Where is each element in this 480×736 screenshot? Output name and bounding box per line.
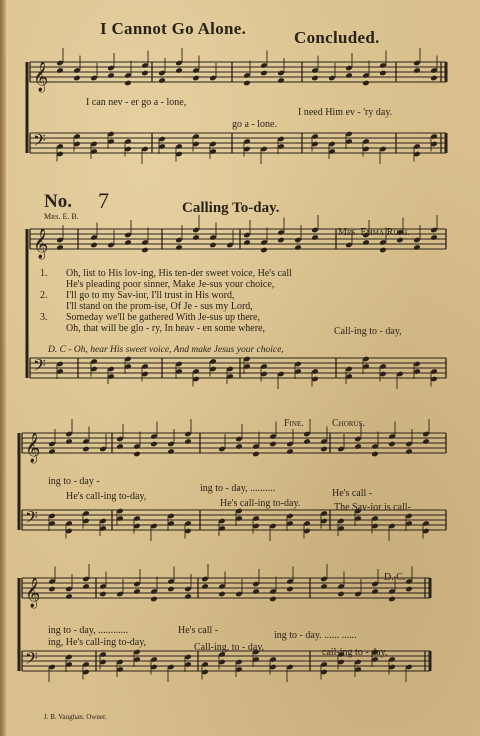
verse-3-line-b: Oh, that will be glo - ry, In heav - en some where, [66,323,266,334]
note-head [158,77,166,84]
dc-line: D. C - Oh, hear His sweet voice, And make Jesus your choice, [48,345,284,355]
verse-3-num: 3. [40,312,48,323]
note-head [90,242,98,249]
verse-2-line-b: I'll stand on the prom-ise, Of Je - sus my Lord, [66,301,253,312]
chorus-mark: Chorus. [332,418,365,429]
note-head [252,588,260,595]
note-head [99,591,107,598]
bass-clef-icon: 𝄢 [25,507,38,531]
sys3-bass-a: He's call-ing to-day, [66,491,147,502]
top-lyric-1a: I can nev - er go a - lone, [86,97,187,108]
bass-clef-icon: 𝄢 [33,355,46,379]
note-head [133,451,141,458]
fine-mark: Fine. [284,418,304,429]
note-head [430,234,438,241]
bass-clef-icon: 𝄢 [33,130,46,154]
note-head [286,586,294,593]
note-head [243,80,251,87]
sys4-bass-c: cail-ing to - day, [322,647,388,658]
note-head [184,593,192,600]
sys4-bass-b: Call-ing, to - day, [194,642,265,653]
note-head [362,80,370,87]
note-head [124,239,132,246]
note-head [379,247,387,254]
note-head [362,239,370,246]
note-head [48,586,56,593]
note-head [150,596,158,603]
note-head [167,586,175,593]
sys4-treble-a: ing to - day, ............ [48,625,129,636]
verse-1-line-a: Oh, list to His lov-ing, His ten-der sweet voice, He's call [66,268,292,279]
note-head [124,80,132,87]
note-head [311,234,319,241]
note-head [56,67,64,74]
note-head [243,239,251,246]
note-head [337,591,345,598]
top-title: I Cannot Go Alone. [100,19,247,38]
note-head [269,441,277,448]
note-head [192,234,200,241]
verse-1-num: 1. [40,268,48,279]
hymn-number: 7 [98,188,109,213]
note-head [303,438,311,445]
top-concluded: Concluded. [294,28,380,47]
note-head [82,446,90,453]
note-head [175,244,183,251]
note-head [320,446,328,453]
verse-3-line-a: Someday we'll be gathered With Je-sus up there, [66,312,260,323]
verse-2-num: 2. [40,290,48,301]
top-lyric-2: go a - lone. [232,119,277,130]
note-head [116,443,124,450]
note-head [422,438,430,445]
note-head [73,75,81,82]
note-head [413,67,421,74]
treble-clef-icon: 𝄞 [33,229,49,259]
note-head [320,583,328,590]
note-head [48,448,56,455]
note-head [65,593,73,600]
verse-2-line-a: I'll go to my Sav-ior, I'll trust in His word, [66,290,235,301]
sys3-treble-b: ing to - day, .......... [200,483,276,494]
note-head [56,244,64,251]
sys4-treble-c: ing to - day. ...... ...... [274,630,357,641]
note-head [107,72,115,79]
sys4-bass-a: ing, He's call-ing to-day, [48,637,147,648]
note-head [252,451,260,458]
note-head [371,451,379,458]
note-head [371,588,379,595]
top-lyric-1b: I need Him ev - 'ry day. [298,107,393,118]
note-head [175,67,183,74]
note-head [430,75,438,82]
note-head [82,583,90,590]
note-head [150,441,158,448]
note-head [209,242,217,249]
note-head [277,237,285,244]
note-head [201,583,209,590]
note-head [141,247,149,254]
dc-mark: D. C. [384,572,406,583]
note-head [354,443,362,450]
hymn-number-label: No. [44,191,72,212]
note-head [167,448,175,455]
treble-clef-icon: 𝄞 [33,62,49,92]
note-head [311,75,319,82]
hymn-composer: Mrs. E. B. [44,212,79,221]
sys3-bass-c: The Sav-ior is call- [334,502,411,513]
note-head [286,448,294,455]
sys4-treble-b: He's call - [178,625,219,636]
note-head [141,70,149,77]
note-head [277,77,285,84]
note-head [260,70,268,77]
treble-clef-icon: 𝄞 [25,578,41,608]
hymn-title: Calling To-day. [182,200,280,216]
sys3-treble-a: ing to - day - [48,476,100,487]
note-head [65,438,73,445]
note-head [405,448,413,455]
note-head [388,441,396,448]
sys3-bass-b: He's call-ing to-day. [220,498,301,509]
note-head [184,438,192,445]
note-head [405,586,413,593]
note-head [218,591,226,598]
sys3-treble-c: He's call - [332,488,373,499]
note-head [269,596,277,603]
calling-today: Call-ing to - day, [334,326,402,337]
note-head [294,244,302,251]
owner-credit: J. B. Vaughan. Owner. [44,713,107,721]
note-head [345,72,353,79]
note-head [388,596,396,603]
note-head [192,75,200,82]
verse-1-line-b: He's pleading poor sinner, Make Je-sus your choice, [66,279,275,290]
note-head [260,247,268,254]
note-head [413,244,421,251]
bass-clef-icon: 𝄢 [25,648,38,672]
note-head [235,443,243,450]
note-head [379,70,387,77]
hymn-author: Mrs. Emma Rush. [338,227,410,238]
treble-clef-icon: 𝄞 [25,433,41,463]
note-head [133,588,141,595]
